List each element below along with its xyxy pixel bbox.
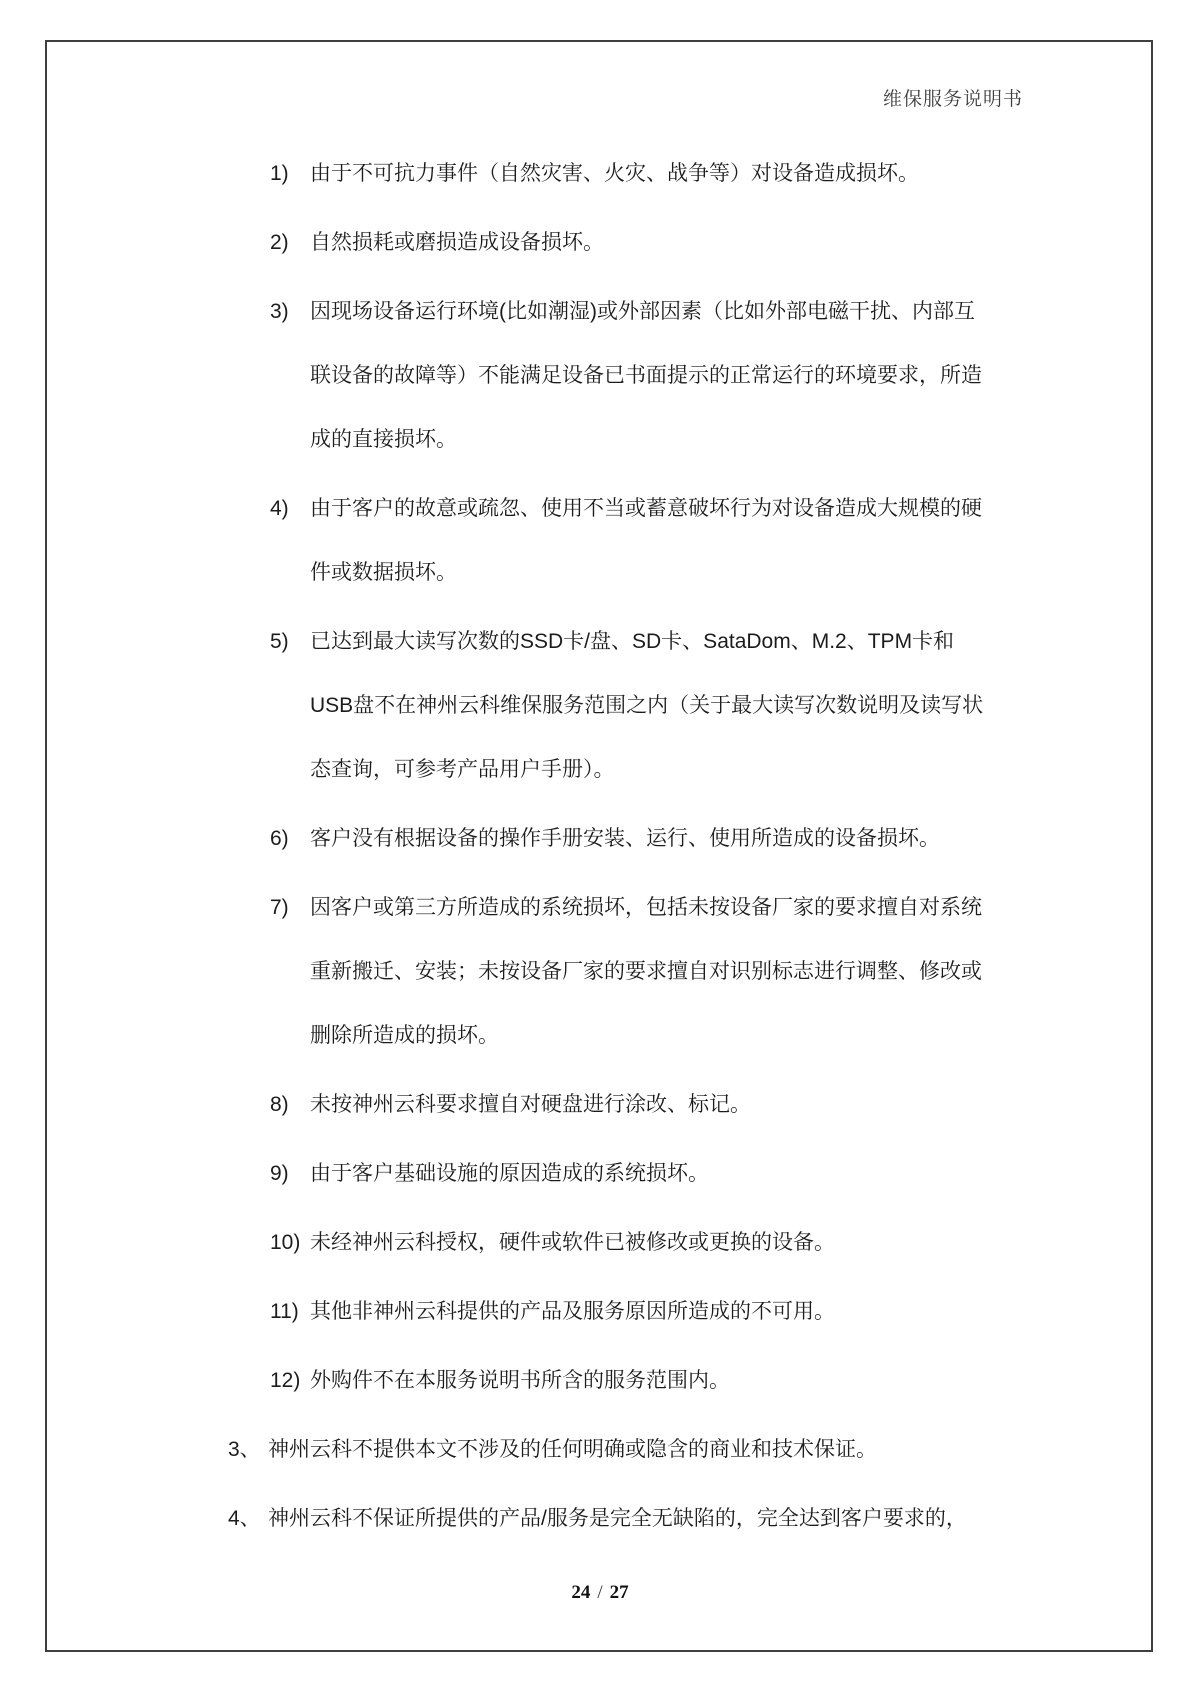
list-item-number: 12) [270, 1369, 301, 1392]
list-item-10 [0, 1211, 1200, 1275]
list-item-line: 态查询，可参考产品用户手册）。 [310, 758, 615, 781]
list-item-number: 7) [270, 896, 289, 919]
list-item-line: 神州云科不提供本文不涉及的任何明确或隐含的商业和技术保证。 [268, 1438, 877, 1461]
list-item-3 [0, 280, 1200, 472]
list-item-line: 删除所造成的损坏。 [310, 1024, 499, 1047]
list-item-line: 成的直接损坏。 [310, 428, 457, 451]
list-item-line: 由于客户的故意或疏忽、使用不当或蓄意破坏行为对设备造成大规模的硬 [310, 497, 982, 520]
list-item-1 [0, 142, 1200, 206]
list-item-line: 自然损耗或磨损造成设备损坏。 [310, 231, 604, 254]
list-item-2 [0, 211, 1200, 275]
list-item-line: 神州云科不保证所提供的产品/服务是完全无缺陷的，完全达到客户要求的， [268, 1507, 967, 1530]
list-item-number: 5) [270, 630, 289, 653]
list-item-line: 未按神州云科要求擅自对硬盘进行涂改、标记。 [310, 1093, 751, 1116]
list-item-line: 联设备的故障等）不能满足设备已书面提示的正常运行的环境要求，所造 [310, 364, 982, 387]
list-item-line: 客户没有根据设备的操作手册安装、运行、使用所造成的设备损坏。 [310, 827, 940, 850]
list-item-number: 9) [270, 1162, 289, 1185]
list-item-6 [0, 807, 1200, 871]
list-item-line: 重新搬迁、安装；未按设备厂家的要求擅自对识别标志进行调整、修改或 [310, 960, 982, 983]
list-item-number: 2) [270, 231, 289, 254]
page-footer [0, 1582, 1200, 1604]
list-item-8 [0, 1073, 1200, 1137]
outer-list-item-3 [0, 1418, 1200, 1482]
list-item-line: 已达到最大读写次数的SSD卡/盘、SD卡、SataDom、M.2、TPM卡和 [310, 630, 955, 653]
list-item-number: 6) [270, 827, 289, 850]
list-item-9 [0, 1142, 1200, 1206]
list-item-number: 3) [270, 300, 289, 323]
list-item-line: 由于不可抗力事件（自然灾害、火灾、战争等）对设备造成损坏。 [310, 162, 919, 185]
list-item-12 [0, 1349, 1200, 1413]
list-item-line: 其他非神州云科提供的产品及服务原因所造成的不可用。 [310, 1300, 835, 1323]
list-item-4 [0, 477, 1200, 605]
list-item-line: 因客户或第三方所造成的系统损坏，包括未按设备厂家的要求擅自对系统 [310, 896, 982, 919]
list-item-11 [0, 1280, 1200, 1344]
list-item-number: 4) [270, 497, 289, 520]
list-item-line: 件或数据损坏。 [310, 561, 457, 584]
list-item-7 [0, 876, 1200, 1068]
list-item-number: 4、 [228, 1507, 261, 1530]
list-item-number: 11) [270, 1300, 299, 1323]
footer-separator: / [597, 1582, 603, 1603]
list-item-5 [0, 610, 1200, 802]
page-header [883, 84, 1023, 111]
footer-total-pages: 27 [609, 1582, 629, 1603]
outer-list-item-4 [0, 1487, 1200, 1551]
document-body [0, 142, 1200, 1556]
list-item-number: 8) [270, 1093, 289, 1116]
list-item-number: 3、 [228, 1438, 261, 1461]
list-item-number: 1) [270, 162, 289, 185]
list-item-line: 因现场设备运行环境(比如潮湿)或外部因素（比如外部电磁干扰、内部互 [310, 300, 975, 323]
header-title: 维保服务说明书 [882, 89, 1023, 110]
footer-current-page: 24 [571, 1582, 591, 1603]
list-item-line: 外购件不在本服务说明书所含的服务范围内。 [310, 1369, 730, 1392]
list-item-line: 未经神州云科授权，硬件或软件已被修改或更换的设备。 [310, 1231, 835, 1254]
list-item-line: USB盘不在神州云科维保服务范围之内（关于最大读写次数说明及读写状 [310, 694, 984, 717]
list-item-number: 10) [270, 1231, 301, 1254]
list-item-line: 由于客户基础设施的原因造成的系统损坏。 [310, 1162, 709, 1185]
